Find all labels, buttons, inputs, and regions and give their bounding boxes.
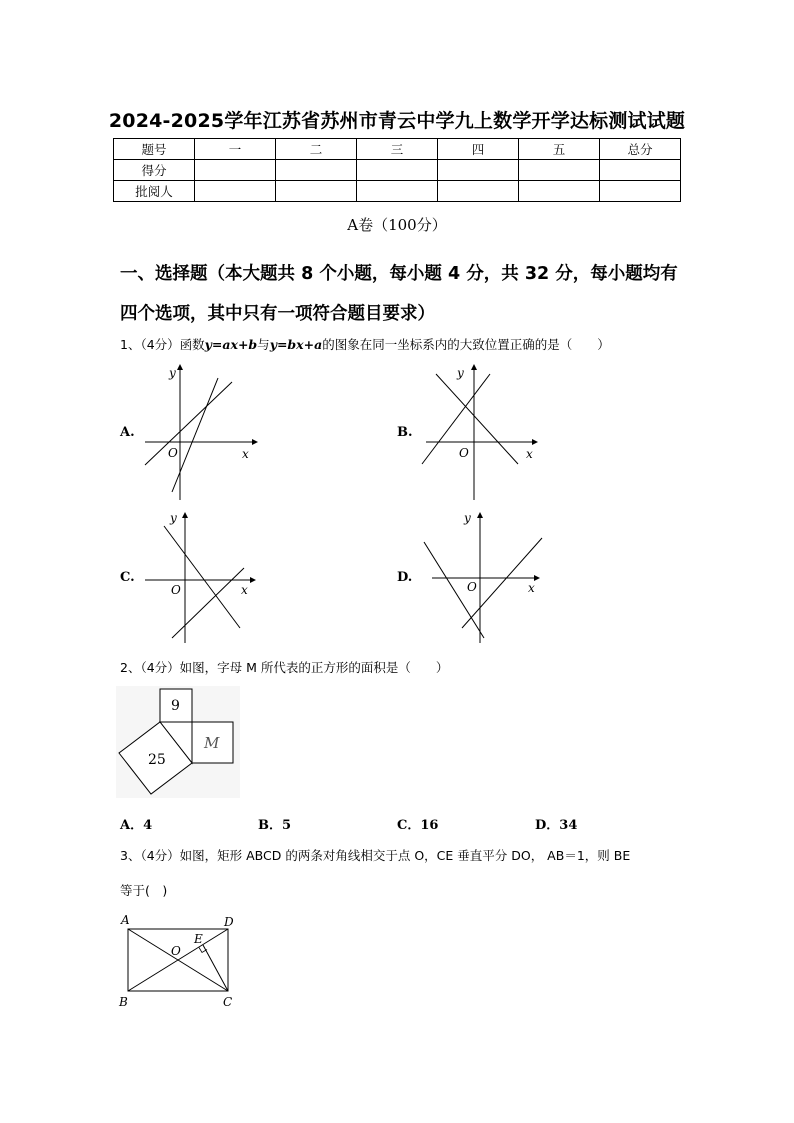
score-header-cell: 五 (519, 139, 600, 160)
q3-label-a: A (121, 913, 130, 927)
question-3-line-1: 3、（4分）如图，矩形 ABCD 的两条对角线相交于点 O，CE 垂直平分 DO， AB＝1，则 BE (120, 848, 631, 863)
q1-prefix: 1、（4分）函数 (120, 337, 205, 352)
score-header-cell: 总分 (600, 139, 681, 160)
question-2-text: 2、（4分）如图，字母 M 所代表的正方形的面积是（ ） (120, 660, 449, 675)
score-header-cell: 四 (438, 139, 519, 160)
score-cell (519, 160, 600, 181)
score-header-cell: 题号 (114, 139, 195, 160)
score-cell (600, 181, 681, 202)
q1-d-origin-label: O (467, 580, 477, 594)
score-cell (357, 160, 438, 181)
q3-rectangle-figure (116, 910, 246, 1010)
q1-graph-c (140, 510, 262, 645)
q1-a-origin-label: O (168, 446, 178, 460)
score-table-row (114, 160, 681, 181)
page-title: 2024-2025学年江苏省苏州市青云中学九上数学开学达标测试试题 (108, 110, 686, 132)
q1-graph-a (140, 362, 260, 502)
q3-label-c: C (223, 995, 233, 1009)
q1-graph-b (418, 362, 540, 502)
q1-c-x-label: x (241, 583, 248, 597)
q1-c-origin-label: O (171, 583, 181, 597)
score-row-label: 批阅人 (114, 181, 195, 202)
score-cell (276, 160, 357, 181)
q3-label-o: O (171, 944, 181, 958)
q1-graph-d (418, 510, 546, 645)
score-table-row (114, 181, 681, 202)
score-header-cell: 三 (357, 139, 438, 160)
section-a-heading: A卷（100分） (347, 216, 447, 234)
q2-option-b: B．5 (258, 818, 292, 833)
q2-square-25-label: 25 (148, 752, 166, 768)
q1-b-x-label: x (526, 447, 533, 461)
question-3-line-2: 等于( ) (120, 883, 168, 898)
q2-square-m-label: M (204, 734, 220, 752)
q1-option-a-label: A. (120, 425, 135, 440)
q1-function-2: y=bx+a (269, 337, 323, 352)
q1-function-1: y=ax+b (204, 337, 258, 352)
q3-label-d: D (224, 915, 234, 929)
q2-option-a: A．4 (120, 818, 153, 833)
q2-square-9-label: 9 (171, 698, 180, 714)
q2-option-d: D．34 (535, 818, 578, 833)
q2-option-c: C．16 (397, 818, 439, 833)
q1-option-c-label: C. (120, 570, 135, 585)
q1-a-x-label: x (242, 447, 249, 461)
score-cell (195, 160, 276, 181)
score-table-header-row (114, 139, 681, 160)
q2-figure (116, 686, 240, 798)
q1-c-y-label: y (170, 511, 177, 525)
section-1-heading: 一、选择题（本大题共 8 个小题，每小题 4 分，共 32 分，每小题均有四个选项，其中只有一项符合题目要求） (120, 264, 678, 324)
score-cell (195, 181, 276, 202)
score-header-cell: 二 (276, 139, 357, 160)
score-row-label: 得分 (114, 160, 195, 181)
q1-b-origin-label: O (459, 446, 469, 460)
question-1-text (120, 335, 610, 353)
q1-mid: 与 (257, 337, 270, 352)
score-cell (276, 181, 357, 202)
score-header-cell: 一 (195, 139, 276, 160)
score-table (113, 138, 681, 202)
q1-option-b-label: B. (397, 425, 413, 440)
q1-a-y-label: y (169, 366, 176, 380)
q1-d-y-label: y (464, 511, 471, 525)
score-cell (357, 181, 438, 202)
score-cell (438, 160, 519, 181)
q3-label-e: E (194, 932, 203, 946)
score-cell (600, 160, 681, 181)
q1-b-y-label: y (457, 366, 464, 380)
q3-label-b: B (119, 995, 128, 1009)
q1-option-d-label: D. (397, 570, 413, 585)
score-cell (438, 181, 519, 202)
score-cell (519, 181, 600, 202)
q1-suffix: 的图象在同一坐标系内的大致位置正确的是（ ） (322, 337, 610, 352)
q1-d-x-label: x (528, 581, 535, 595)
